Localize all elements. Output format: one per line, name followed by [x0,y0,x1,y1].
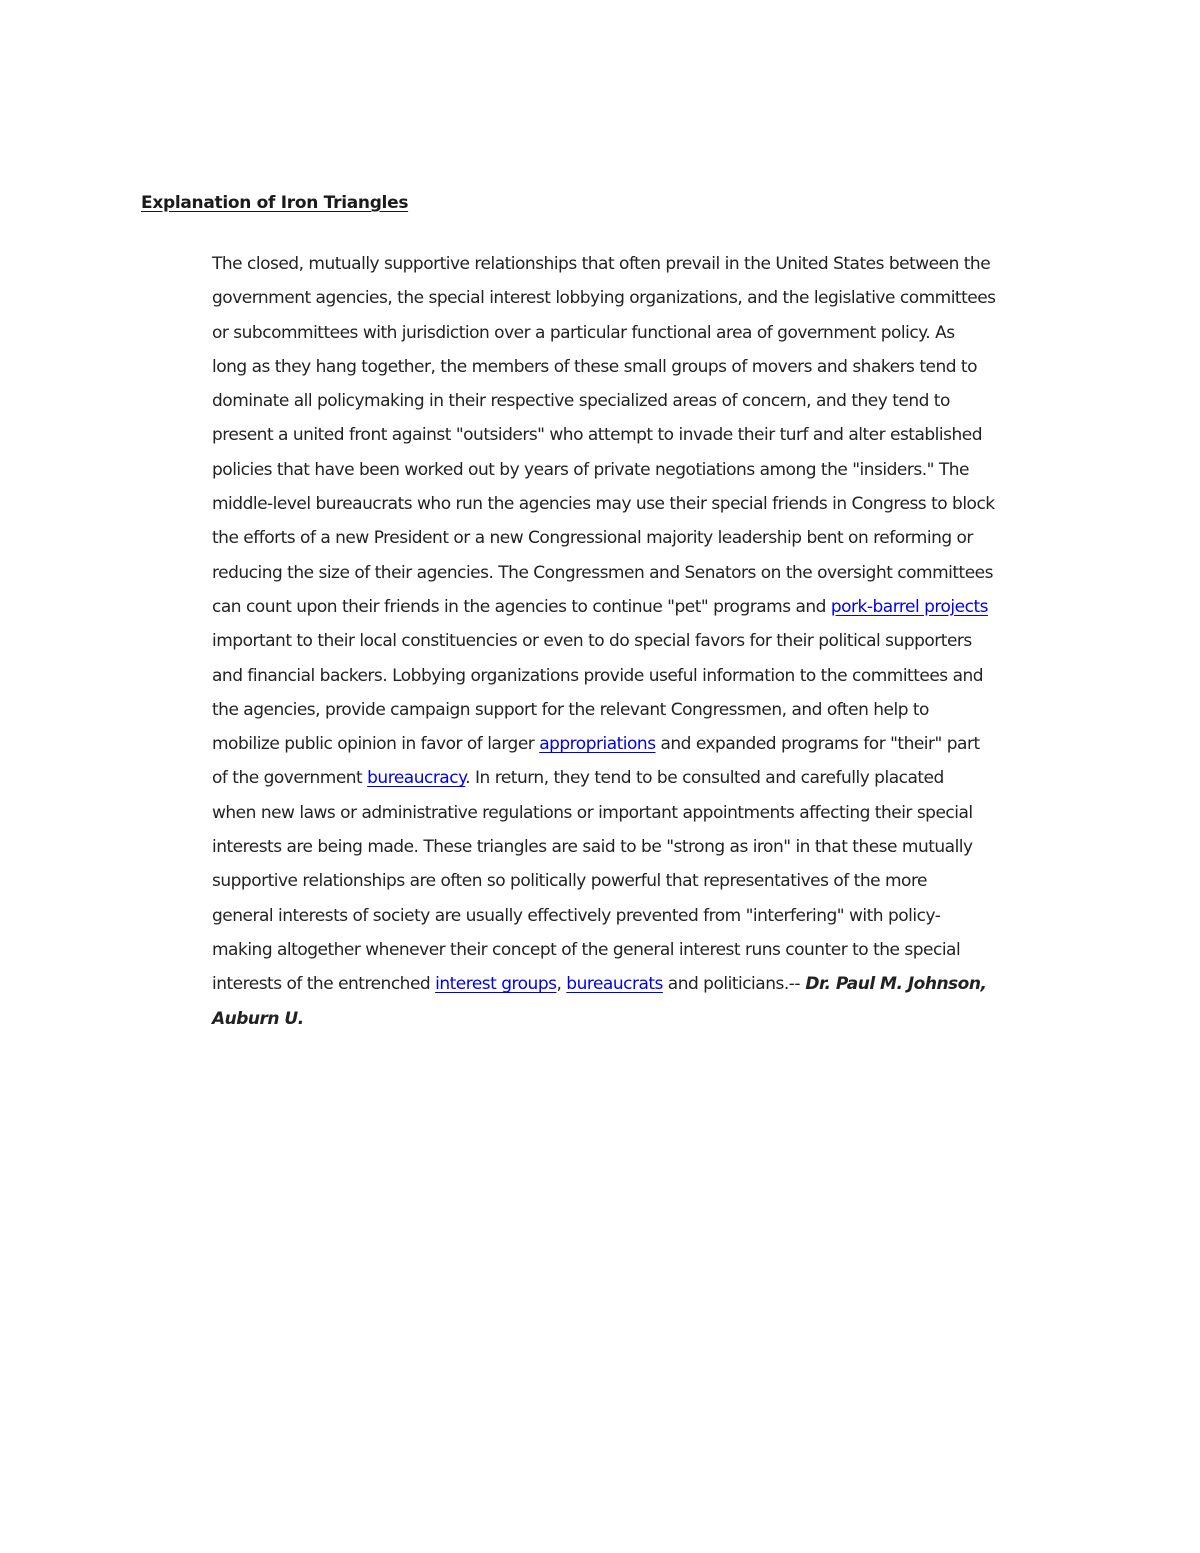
document-title: Explanation of Iron Triangles [141,193,409,213]
paragraph-line [212,1005,1112,1039]
attribution-author: Dr. Paul M. Johnson, [800,974,987,995]
pork-barrel-projects-link[interactable]: pork-barrel projects [830,596,988,617]
paragraph-line: the agencies, provide campaign support for the relevant Congressmen, and often help to [212,699,929,720]
paragraph-line: or subcommittees with jurisdiction over a particular functional area of government policy. As [212,322,955,343]
paragraph-line: dominate all policymaking in their respective specialized areas of concern, and they tend to [212,391,950,412]
bureaucracy-link[interactable]: bureaucracy [367,768,466,789]
paragraph-line: The closed, mutually supportive relationships that often prevail in the United States between the [212,254,991,274]
attribution-affiliation: Auburn U. [212,1008,304,1029]
interest-groups-link[interactable]: interest groups [435,974,557,995]
line-text: mobilize public opinion in favor of larger [212,734,540,755]
paragraph-line: when new laws or administrative regulations or important appointments affecting their special [212,802,973,823]
line-text: and politicians.-- [662,974,800,995]
line-text: interests of the entrenched [212,974,436,995]
paragraph-line: government agencies, the special interest lobbying organizations, and the legislative committees [212,288,996,309]
paragraph-line: supportive relationships are often so politically powerful that representatives of the more [212,871,928,892]
body-paragraph [212,250,1112,1039]
bureaucrats-link[interactable]: bureaucrats [566,974,663,995]
paragraph-line: reducing the size of their agencies. The Congressmen and Senators on the oversight committees [212,562,993,583]
paragraph-line: the efforts of a new President or a new Congressional majority leadership bent on reforming or [212,528,973,549]
line-text: of the government [212,768,368,789]
paragraph-line: middle-level bureaucrats who run the agencies may use their special friends in Congress to block [212,494,995,515]
paragraph-line: long as they hang together, the members of these small groups of movers and shakers tend to [212,356,977,377]
line-text: and expanded programs for "their" part [655,734,980,755]
appropriations-link[interactable]: appropriations [539,734,656,755]
paragraph-line [212,970,1112,1004]
paragraph-line: interests are being made. These triangles are said to be "strong as iron" in that these mutually [212,837,973,858]
paragraph-line [212,730,1112,764]
paragraph-line [212,764,1112,798]
paragraph-line: and financial backers. Lobbying organizations provide useful information to the committees and [212,665,984,686]
paragraph-line: policies that have been worked out by years of private negotiations among the "insiders." The [212,459,969,480]
line-text: , [556,974,567,995]
paragraph-line: making altogether whenever their concept of the general interest runs counter to the special [212,939,961,960]
paragraph-line: important to their local constituencies or even to do special favors for their political supporters [212,631,972,652]
line-text: . In return, they tend to be consulted and carefully placated [465,768,944,789]
line-text: can count upon their friends in the agencies to continue "pet" programs and [212,596,831,617]
paragraph-line: present a united front against "outsiders" who attempt to invade their turf and alter established [212,425,982,446]
paragraph-line [212,593,1112,627]
paragraph-line: general interests of society are usually effectively prevented from "interfering" with policy- [212,905,941,926]
